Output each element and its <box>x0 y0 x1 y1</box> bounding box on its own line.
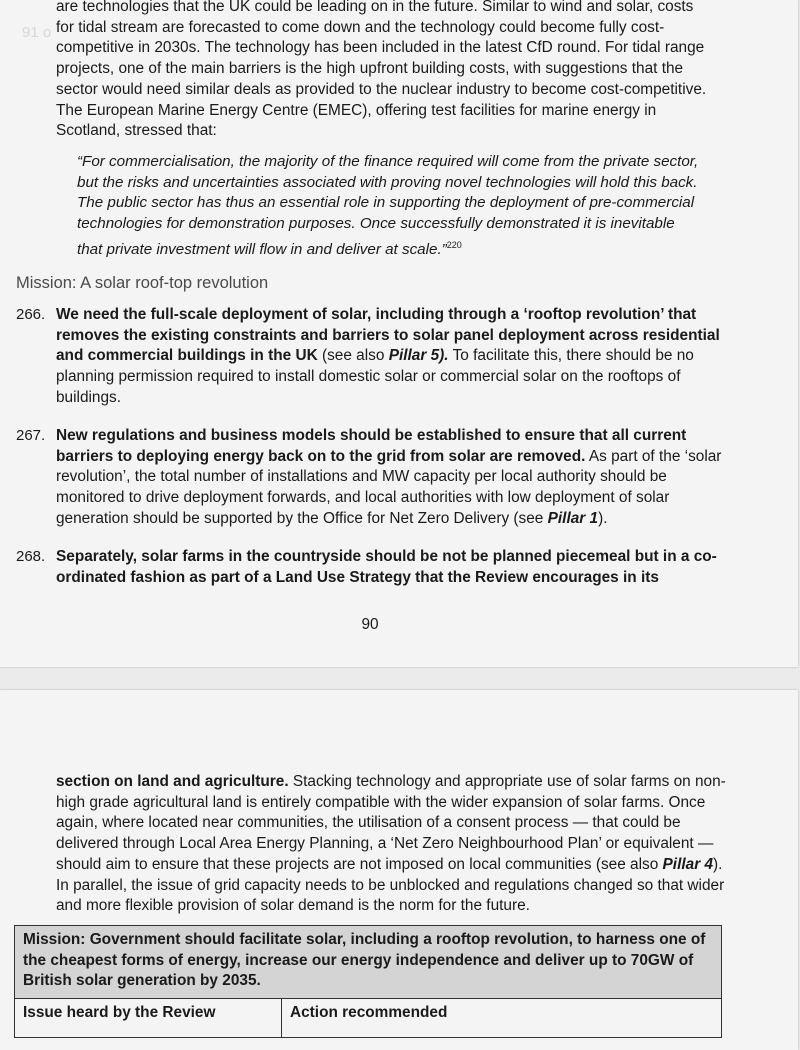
continuation-paragraph: section on land and agriculture. Stacking technology and appropriate use of solar farms on non-high grade agricultural land is entirely compatible with the wider expansion of solar farms. Once again, where located near communities, the utilisation of a consent process — that could be delivered through Local Area Energy Planning, a ‘Net Zero Neighbourhood Plan’ or equivalent — should aim to ensure that these projects are not imposed on local communities (see also Pillar 4). In parallel, the issue of grid capacity needs to be unblocked and regulations changed so that wider and more flexible provision of solar demand is the norm for the future. <box>56 773 726 915</box>
pillar-reference: Pillar 1 <box>547 509 599 527</box>
mission-statement: Mission: Government should facilitate solar, including a rooftop revolution, to harness one of the cheapest forms of energy, increase our energy independence and deliver up to 70GW of British solar generation by 2035. <box>15 926 722 999</box>
quote-line: that private investment will flow in and deliver at scale.”$^{220}$ <box>77 239 462 258</box>
intro-line: The European Marine Energy Centre (EMEC), offering test facilities for marine energy in <box>56 101 657 119</box>
paragraph-number: 267. <box>16 427 46 444</box>
intro-line: projects, one of the main barriers is the high upfront building costs, with suggestions that the <box>56 60 684 78</box>
intro-line: competitive in 2030s. The technology has been included in the latest CfD round. For tidal range <box>56 39 705 57</box>
pillar-reference: Pillar 4 <box>662 855 714 873</box>
mission-table <box>14 925 722 1038</box>
paragraph-266: We need the full-scale deployment of solar, including through a ‘rooftop revolution’ that removes the existing constraints and barriers to solar panel deployment across residential and commercial buildings in the UK (see also Pillar 5). To facilitate this, there should be no planning permission required to install domestic solar or commercial solar on the rooftops of buildings. <box>56 306 720 406</box>
table-header-action: Action recommended <box>282 999 722 1038</box>
paragraph-267: New regulations and business models should be established to ensure that all current barriers to deploying energy back on to the grid from solar are removed. As part of the ‘solar revolution’, the total number of installations and MW capacity per local authority should be monitored to drive deployment forwards, and local authorities with low deployment of solar generation should be supported by the Office for Net Zero Delivery (see Pillar 1). <box>56 427 722 527</box>
page-number: 90 <box>361 616 379 633</box>
quote-line: technologies for demonstration purposes. Once successfully demonstrated it is inevitable <box>77 215 675 233</box>
quote-line: “For commercialisation, the majority of the finance required will come from the private sector, <box>77 153 699 170</box>
ghost-page-label: 91 o <box>22 24 52 41</box>
section-heading: Mission: A solar roof-top revolution <box>16 274 269 292</box>
quote-line: The public sector has thus an essential role in supporting the deployment of pre-commercial <box>77 194 695 212</box>
emec-quote <box>77 152 727 261</box>
paragraph-number: 266. <box>16 306 46 323</box>
intro-paragraph <box>56 0 736 142</box>
paragraph-268: Separately, solar farms in the countryside should be not be planned piecemeal but in a co-ordinated fashion as part of a Land Use Strategy that the Review encourages in its <box>56 548 717 586</box>
table-header-issue: Issue heard by the Review <box>15 999 282 1038</box>
pillar-reference: Pillar 5). <box>388 347 449 365</box>
intro-line: Scotland, stressed that: <box>56 122 217 140</box>
paragraph-number: 268. <box>16 548 46 565</box>
document-page-91 <box>0 690 798 1050</box>
intro-line: are technologies that the UK could be leading on in the future. Similar to wind and solar, costs <box>56 0 694 15</box>
quote-line: but the risks and uncertainties associated with proving novel technologies will hold this back. <box>77 173 698 191</box>
footnote-ref[interactable]: 220 <box>446 239 462 250</box>
intro-line: for tidal stream are forecasted to come down and the technology could become fully cost- <box>56 18 665 36</box>
intro-line: sector would need similar deals as provided to the nuclear industry to become cost-competitive. <box>56 80 707 98</box>
